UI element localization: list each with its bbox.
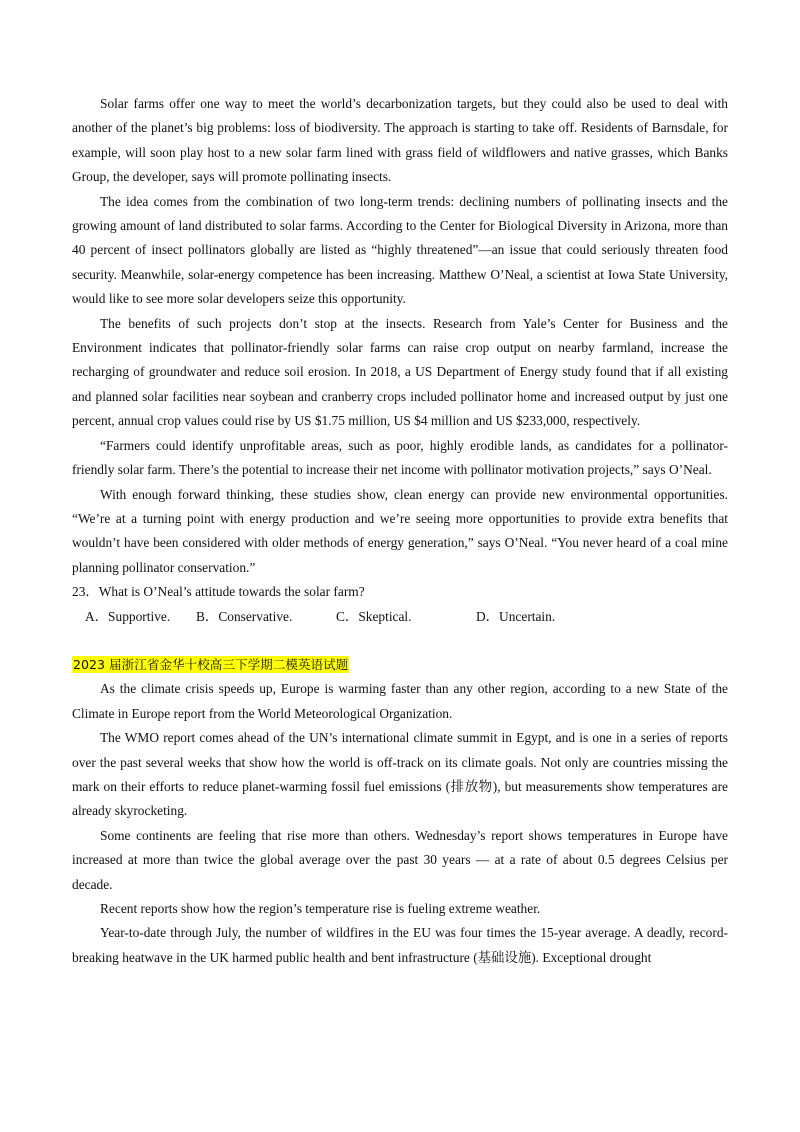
passage1-paragraph: The benefits of such projects don’t stop at the insects. Research from Yale’s Center for Business and the Environment indicates that pollinator-friendly solar farms can raise crop output on nearby farmland, increase the recharging of groundwater and reduce soil erosion. In 2018, a US Department of Energy study found that if all existing and planned solar facilities near soybean and cranberry crops included pollinator home and increased output by just one percent, annual crop values could rise by US $1.75 million, US $4 million and US $233,000, respectively. xyxy=(72,315,728,429)
passage2-paragraph: The WMO report comes ahead of the UN’s international climate summit in Egypt, and is one in a series of reports over the past several weeks that show how the world is off-track on its climate goals. Not only are countries missing the mark on their efforts to reduce planet-warming fossil fuel emissions (排放物), but measurements show temperatures are already skyrocketing. xyxy=(72,730,728,819)
option-b: B．Conservative. xyxy=(196,608,293,624)
passage1-paragraph: “Farmers could identify unprofitable areas, such as poor, highly erodible lands, as candidates for a pollinator-friendly solar farm. There’s the potential to increase their net income with pollinator motivation projects,” says O’Neal. xyxy=(72,437,728,478)
passage1-paragraph: The idea comes from the combination of two long-term trends: declining numbers of pollinating insects and the growing amount of land distributed to solar farms. According to the Center for Biological Diversity in Arizona, more than 40 percent of insect pollinators globally are listed as “highly threatened”—an issue that could seriously threaten food security. Meanwhile, solar-energy competence has been increasing. Matthew O’Neal, a scientist at Iowa State University, would like to see more solar developers seize this opportunity. xyxy=(72,193,728,307)
question-23: 23．What is O’Neal’s attitude towards the solar farm? xyxy=(72,584,365,600)
option-d: D．Uncertain. xyxy=(476,608,556,624)
section-title: 2023 届浙江省金华十校高三下学期二模英语试题 xyxy=(73,656,349,672)
passage2-paragraph: Year-to-date through July, the number of wildfires in the EU was four times the 15-year average. A deadly, record-breaking heatwave in the UK harmed public health and bent infrastructure (基础设施). Exceptional drought xyxy=(72,925,728,965)
passage1-paragraph: Solar farms offer one way to meet the world’s decarbonization targets, but they could also be used to deal with another of the planet’s big problems: loss of biodiversity. The approach is starting to take off. Residents of Barnsdale, for example, will soon play host to a new solar farm lined with grass field of wildflowers and native grasses, which Banks Group, the developer, says will promote pollinating insects. xyxy=(72,96,728,185)
document-content xyxy=(72,92,728,970)
passage2-paragraph: As the climate crisis speeds up, Europe is warming faster than any other region, according to a new State of the Climate in Europe report from the World Meteorological Organization. xyxy=(72,681,728,721)
option-c: C．Skeptical. xyxy=(336,608,412,624)
section-gap xyxy=(72,629,728,653)
passage2-paragraph: Recent reports show how the region’s temperature rise is fueling extreme weather. xyxy=(100,900,541,916)
question-23-options xyxy=(72,605,728,629)
passage1-paragraph: With enough forward thinking, these studies show, clean energy can provide new environmental opportunities. “We’re at a turning point with energy production and we’re seeing more opportunities to provide extra benefits that wouldn’t have been considered with older methods of energy generation,” says O’Neal. “You never heard of a coal mine planning pollinator conservation.” xyxy=(72,486,728,575)
passage2-paragraph: Some continents are feeling that rise more than others. Wednesday’s report shows temperatures in Europe have increased at more than twice the global average over the past 30 years — at a rate of about 0.5 degrees Celsius per decade. xyxy=(72,827,728,892)
section-title-line xyxy=(72,653,728,677)
option-a: A．Supportive. xyxy=(85,608,171,624)
